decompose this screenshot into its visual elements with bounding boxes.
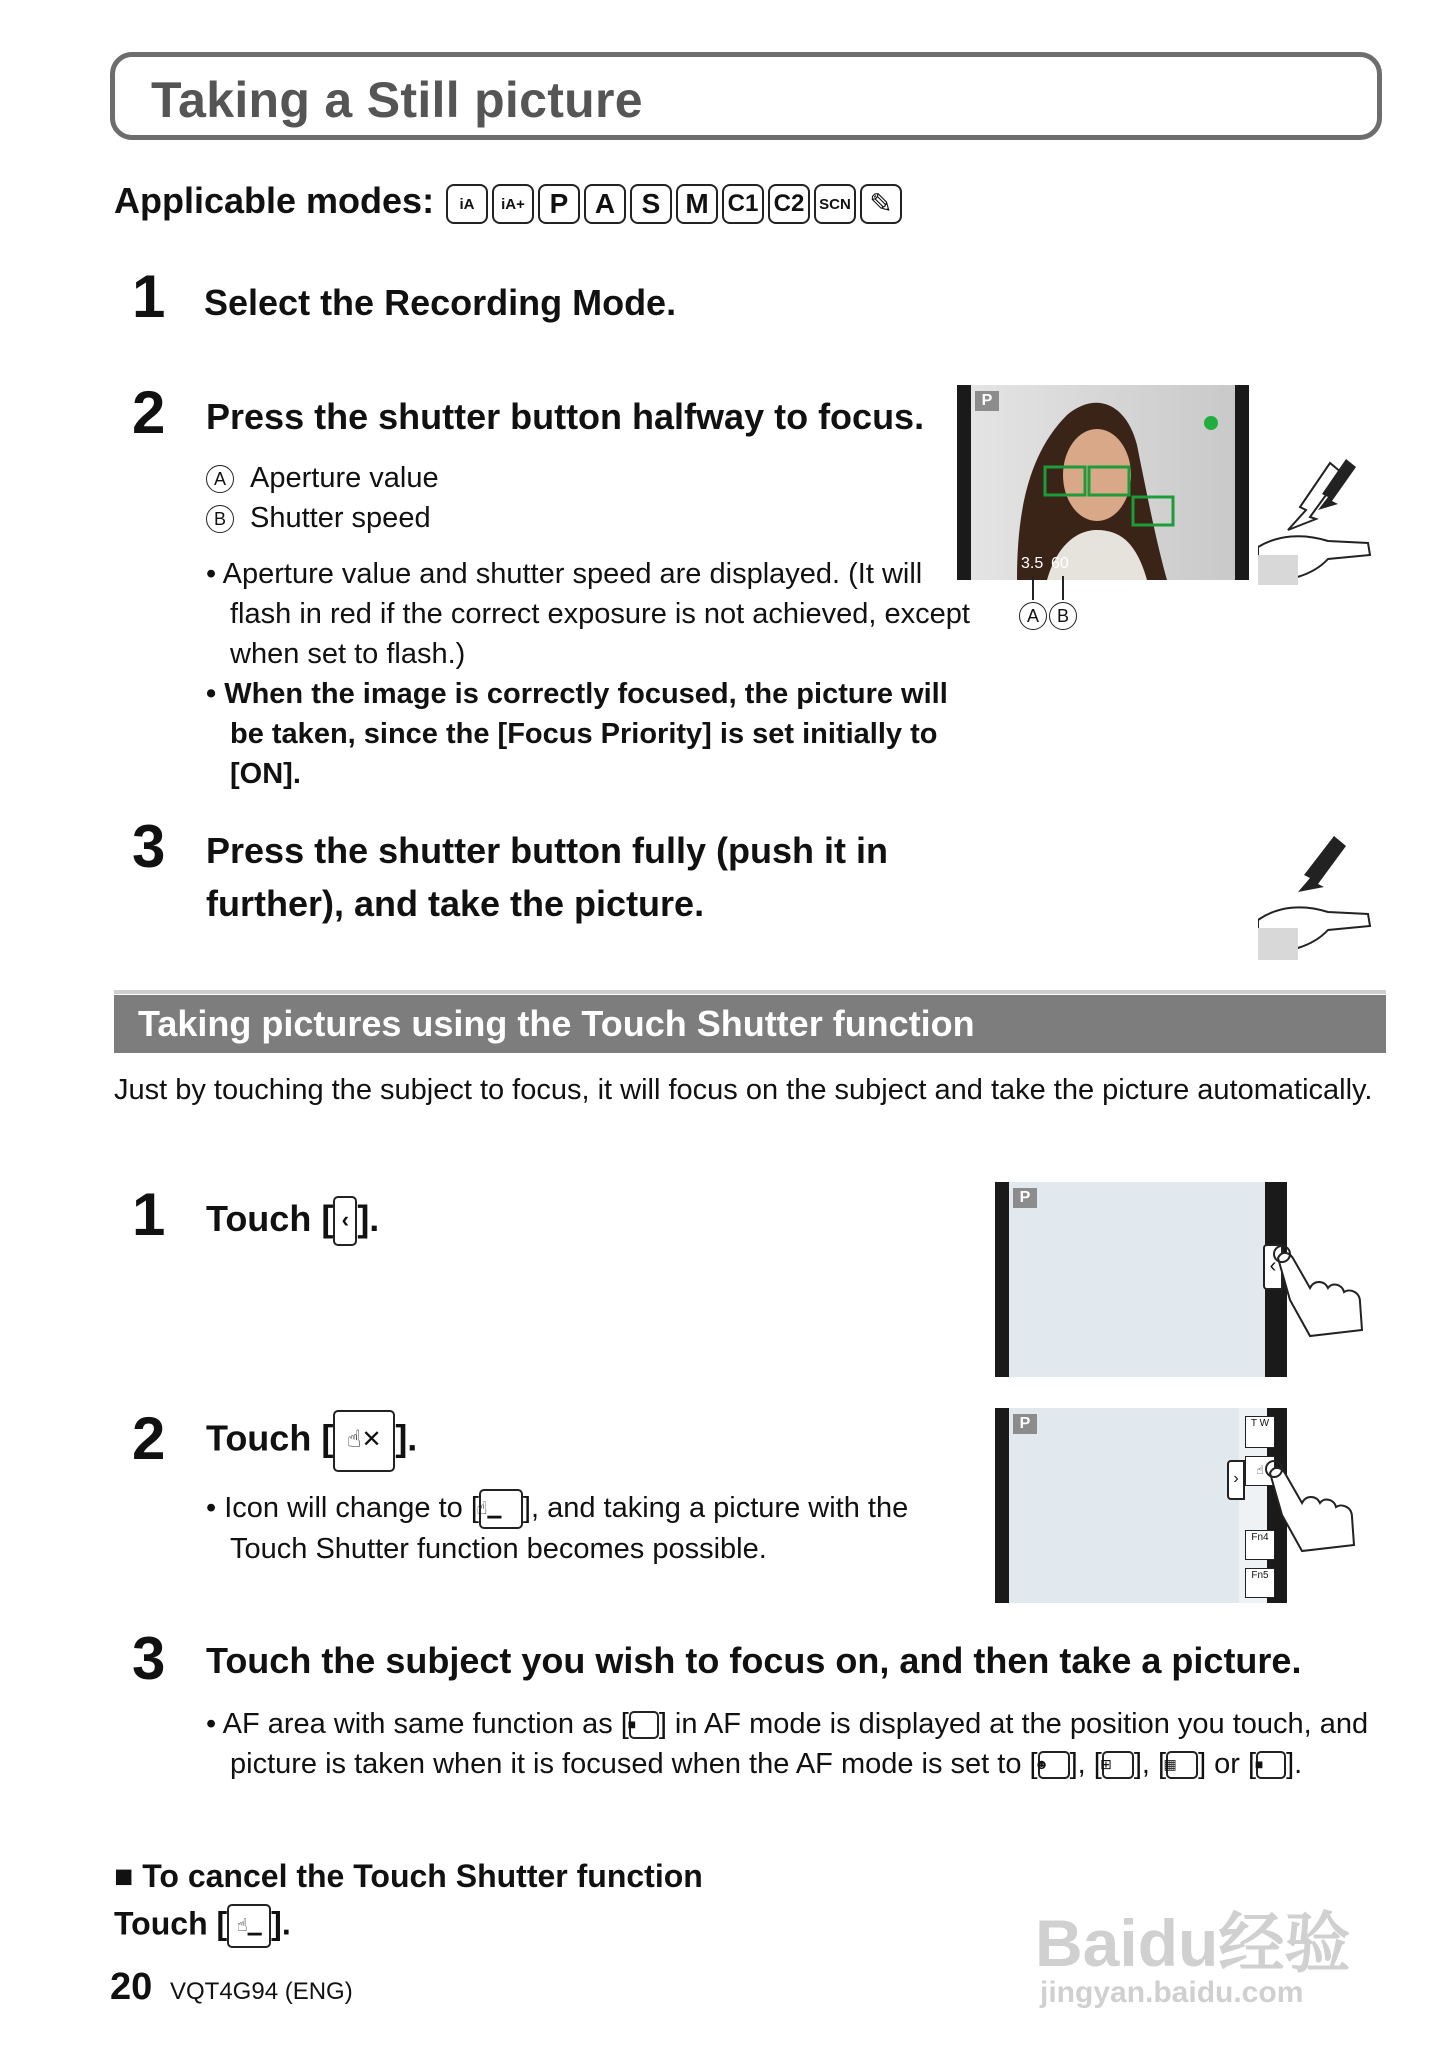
ts-step-3-number: 3 bbox=[132, 1625, 166, 1692]
aperture-readout: 3.5 bbox=[1021, 555, 1044, 572]
callout-line-a bbox=[1032, 576, 1034, 600]
document-code: VQT4G94 (ENG) bbox=[170, 1978, 353, 2005]
af-23-area-icon: ▦ bbox=[1166, 1751, 1198, 1779]
af-tracking-icon: ⊞ bbox=[1102, 1751, 1134, 1779]
step-2-text: Press the shutter button halfway to focus. bbox=[206, 396, 925, 437]
section-banner bbox=[114, 995, 1386, 1053]
af-face-detection-icon: ☻ bbox=[1038, 1751, 1070, 1779]
cancel-instruction: Touch [ ☝▁ ]. bbox=[114, 1904, 291, 1948]
touch-screen-figure-1 bbox=[995, 1182, 1287, 1377]
ts-step-3-bullet: • AF area with same function as [■ ] in AF mode is displayed at the position you touch, and picture is taken when it is focused when the AF mode is set to [☻ ], [⊞ ], [▦ ] or [■ ]. bbox=[206, 1708, 1369, 1780]
mode-s-icon: S bbox=[630, 184, 672, 224]
step-1-text: Select the Recording Mode. bbox=[204, 282, 677, 323]
legend-b: B Shutter speed bbox=[206, 498, 431, 538]
mode-scn-icon: SCN bbox=[814, 184, 856, 224]
mode-icon-row bbox=[446, 184, 902, 224]
mode-ia-plus-icon: iA+ bbox=[492, 184, 534, 224]
step-2-bullet-1: • Aperture value and shutter speed are displayed. (It will flash in red if the correct exposure is not achieved, except when set to flash.) bbox=[206, 558, 970, 670]
step-2-bullet-2: • When the image is correctly focused, the picture will be taken, since the [Focus Priority] is set initially to [ON]. bbox=[206, 678, 948, 790]
step-1-number: 1 bbox=[132, 263, 166, 330]
full-press-finger-icon bbox=[1258, 832, 1378, 962]
screen-1-tab-icon: ‹ bbox=[1263, 1244, 1283, 1290]
half-press-finger-icon bbox=[1258, 455, 1378, 585]
fn5-icon: Fn5 bbox=[1245, 1568, 1275, 1598]
mode-c1-icon: C1 bbox=[722, 184, 764, 224]
touch-screen-figure-2 bbox=[995, 1408, 1287, 1603]
touch-shutter-intro: Just by touching the subject to focus, it will focus on the subject and take the picture automatically. bbox=[114, 1074, 1373, 1106]
title-box bbox=[110, 52, 1382, 140]
legend-a: A Aperture value bbox=[206, 458, 439, 498]
legend-a-marker: A bbox=[206, 465, 234, 493]
portrait-illustration bbox=[957, 385, 1249, 580]
ts-step-2-bullet: • Icon will change to [☝▁ ], and taking a picture with the Touch Shutter function becomes possible. bbox=[206, 1488, 990, 1569]
mode-m-icon: M bbox=[676, 184, 718, 224]
mode-a-icon: A bbox=[584, 184, 626, 224]
applicable-modes-label: Applicable modes: bbox=[114, 180, 435, 221]
touch-shutter-cancel-icon: ☝▁ bbox=[227, 1904, 271, 1948]
tab-open-icon: ‹ bbox=[333, 1196, 357, 1246]
touch-hand-icon-1 bbox=[1270, 1240, 1380, 1340]
baidu-watermark: Baidu经验 bbox=[1035, 1906, 1351, 1980]
screen-1-mode-badge: P bbox=[1013, 1188, 1037, 1208]
section-banner-text: Taking pictures using the Touch Shutter function bbox=[138, 1003, 975, 1044]
af-1-area-icon-2: ■ bbox=[1256, 1751, 1286, 1779]
legend-b-marker: B bbox=[206, 505, 234, 533]
callout-b: B bbox=[1049, 602, 1077, 630]
mode-creative-icon: ✎ bbox=[860, 184, 902, 224]
screen-2-tab-icon: › bbox=[1227, 1460, 1245, 1500]
step-3-number: 3 bbox=[132, 813, 166, 880]
touch-shutter-side-icon: ☝ bbox=[1245, 1456, 1275, 1486]
page-title: Taking a Still picture bbox=[151, 72, 643, 128]
screen-2-mode-badge: P bbox=[1013, 1414, 1037, 1434]
step-2-number: 2 bbox=[132, 379, 166, 446]
callout-a: A bbox=[1019, 602, 1047, 630]
touch-shutter-on-icon: ☝▁ bbox=[479, 1489, 523, 1529]
baidu-watermark-url: jingyan.baidu.com bbox=[1040, 1976, 1304, 2009]
banner-top-rule bbox=[114, 990, 1386, 994]
mode-ia-icon: iA bbox=[446, 184, 488, 224]
shutter-readout: 60 bbox=[1051, 555, 1069, 572]
mode-c2-icon: C2 bbox=[768, 184, 810, 224]
cancel-heading: ■ To cancel the Touch Shutter function bbox=[114, 1858, 703, 1894]
fn4-icon: Fn4 bbox=[1245, 1530, 1275, 1560]
mode-p-icon: P bbox=[538, 184, 580, 224]
ts-step-1-number: 1 bbox=[132, 1181, 166, 1248]
ts-step-2-text: Touch [ ☝✕ ]. bbox=[206, 1410, 417, 1472]
ts-step-3-text: Touch the subject you wish to focus on, and then take a picture. bbox=[206, 1640, 1302, 1681]
callout-line-b bbox=[1062, 576, 1064, 600]
touch-shutter-off-icon: ☝✕ bbox=[333, 1410, 395, 1472]
page-number: 20 bbox=[110, 1966, 153, 2008]
ts-step-2-number: 2 bbox=[132, 1405, 166, 1472]
touch-hand-icon-2 bbox=[1262, 1455, 1372, 1555]
af-1-area-icon: ■ bbox=[629, 1711, 659, 1739]
mode-badge: P bbox=[975, 391, 999, 411]
step-3-line-1: Press the shutter button fully (push it in bbox=[206, 830, 889, 871]
ts-step-1-text: Touch [ ‹ ]. bbox=[206, 1192, 379, 1246]
step-3-line-2: further), and take the picture. bbox=[206, 883, 705, 924]
zoom-tw-icon: T W bbox=[1245, 1416, 1275, 1448]
camera-preview-figure bbox=[957, 385, 1249, 580]
